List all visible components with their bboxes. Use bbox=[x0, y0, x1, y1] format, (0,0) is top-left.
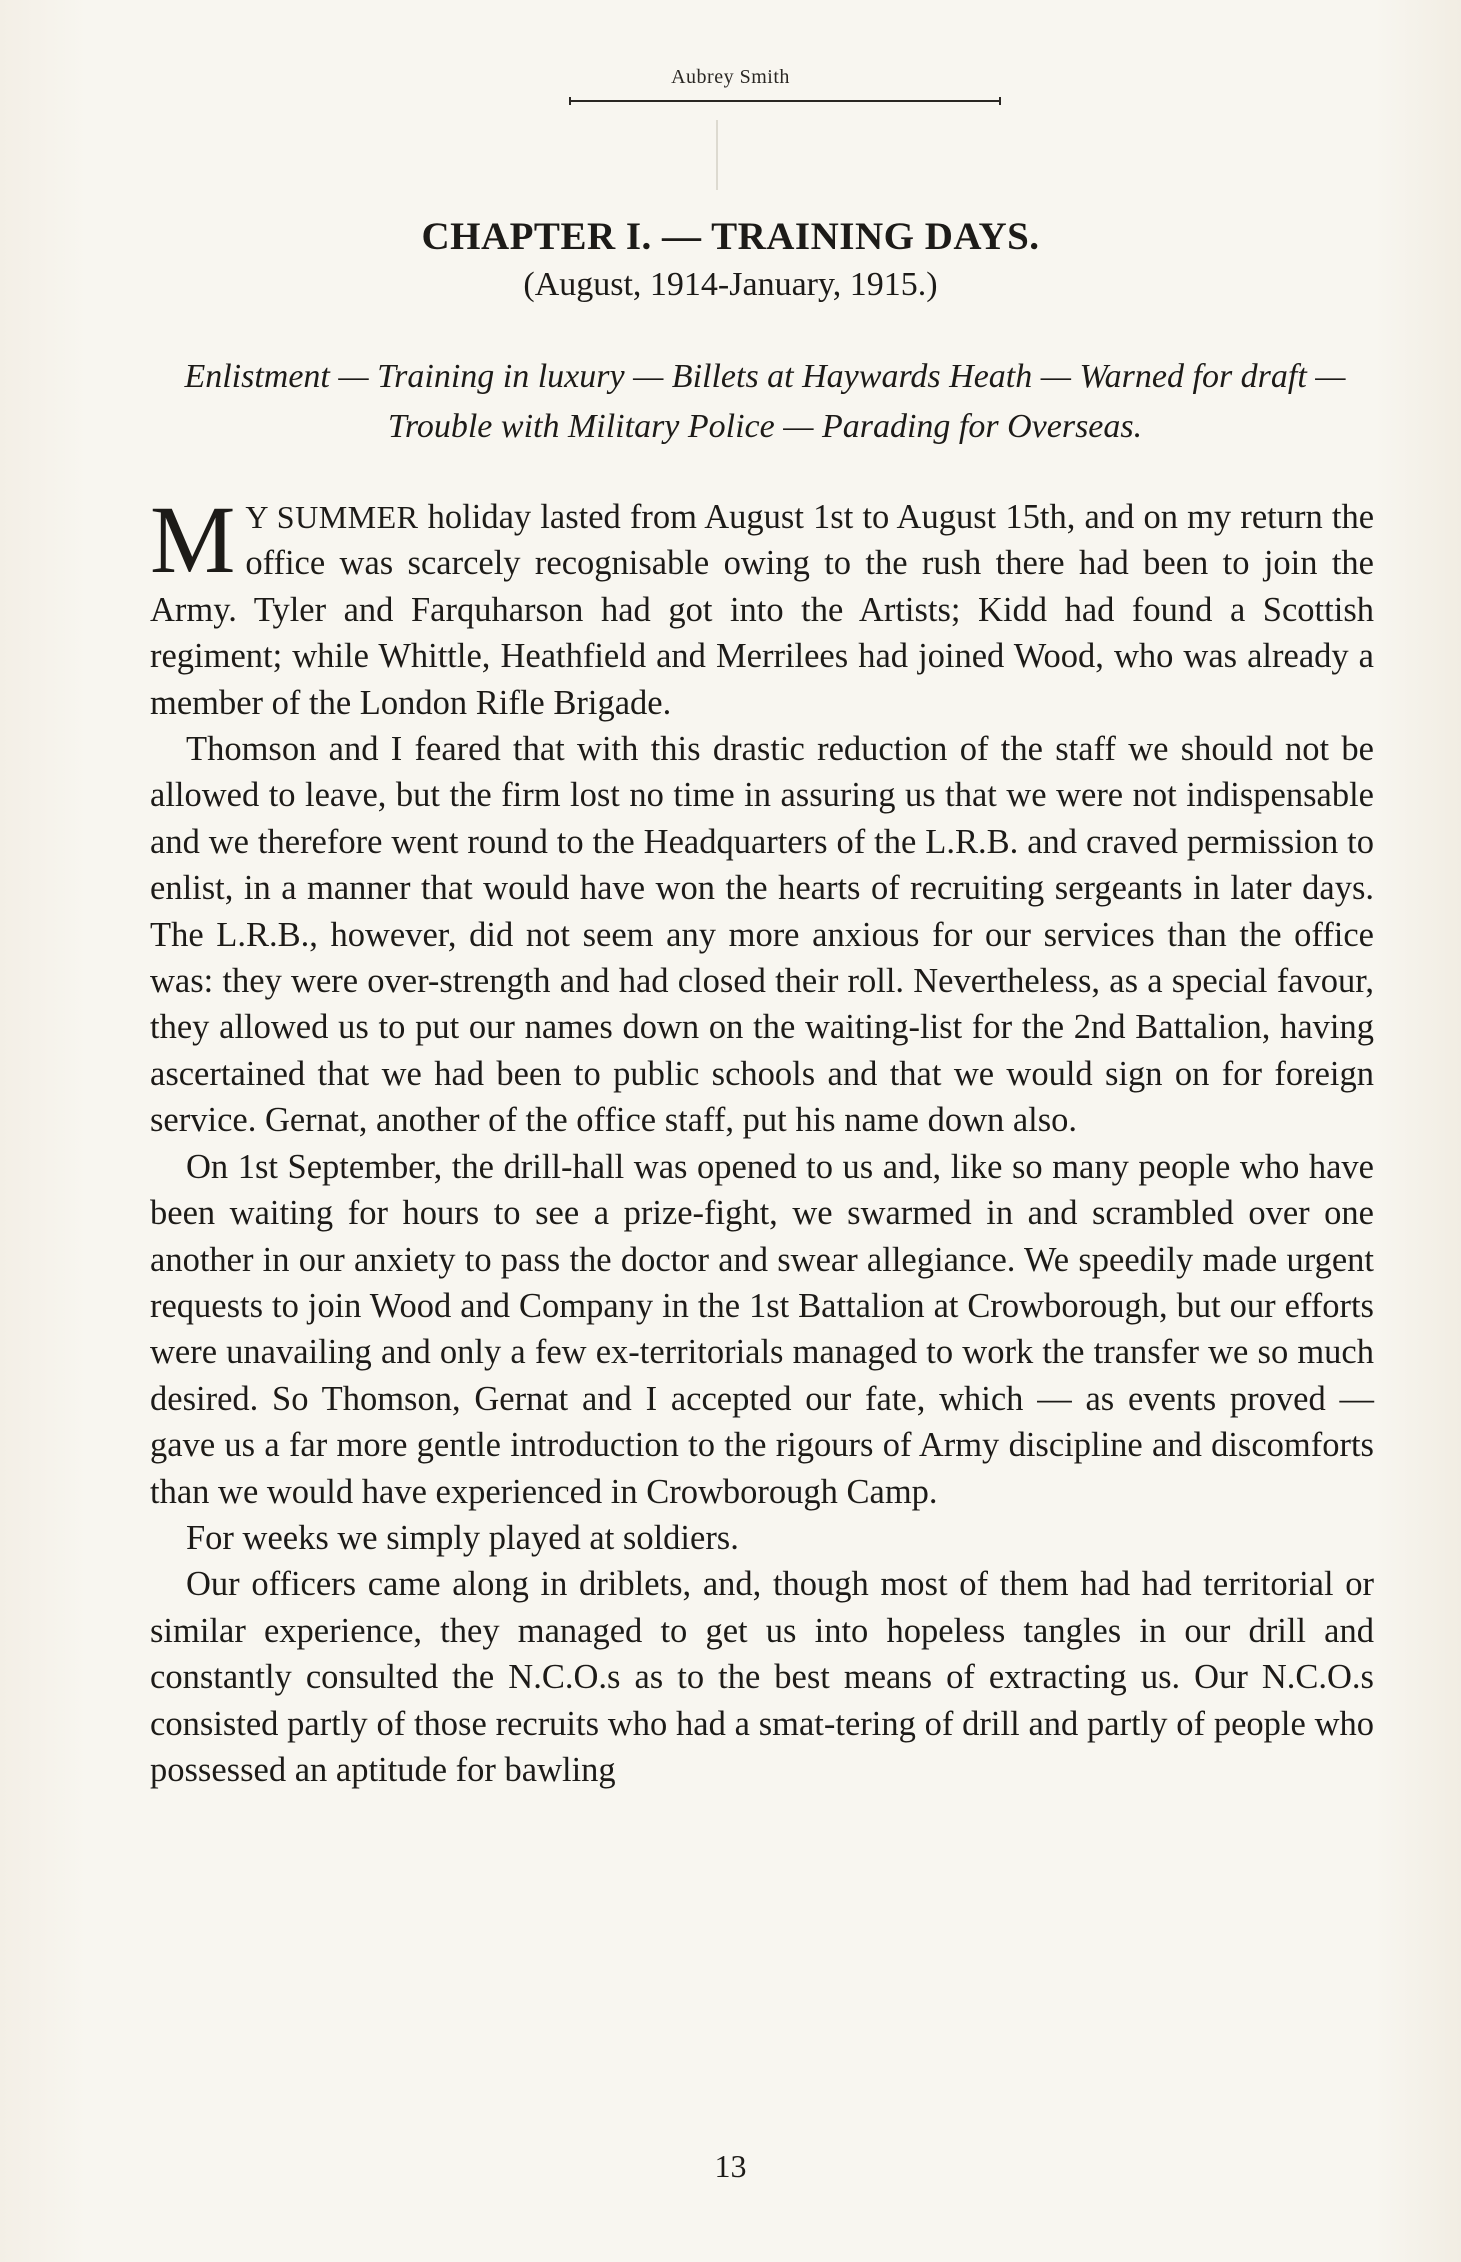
chapter-title: CHAPTER I. — TRAINING DAYS. bbox=[421, 215, 1040, 258]
opening-small-caps: Y SUMMER bbox=[245, 499, 419, 535]
body-text bbox=[150, 486, 1375, 1793]
paragraph-1 bbox=[150, 486, 1375, 726]
paragraph-5: Our officers came along in driblets, and, though most of them had had territorial or similar experience, they managed to get us into hopeless tangles in our drill and constantly consulted the N.C.O.s as to the best means of extracting us. Our N.C.O.s consisted partly of those recruits who had a smat-tering of drill and partly of people who possessed an aptitude for bawling bbox=[150, 1565, 1374, 1789]
paragraph-2: Thomson and I feared that with this drastic reduction of the staff we should not be allowed to leave, but the firm lost no time in assuring us that we were not indispensable and we therefore went round to the Headquarters of the L.R.B. and craved permission to enlist, in a manner that would have won the hearts of recruiting sergeants in later days. The L.R.B., however, did not seem any more anxious for our services than the office was: they were over-strength and had closed their roll. Nevertheless, as a special favour, they allowed us to put our names down on the waiting-list for the 2nd Battalion, having ascertained that we had been to public schools and that we would sign on for foreign service. Gernat, another of the office staff, put his name down also. bbox=[150, 730, 1374, 1140]
paragraph-4: For weeks we simply played at soldiers. bbox=[186, 1518, 739, 1557]
running-head: Aubrey Smith bbox=[671, 66, 790, 88]
chapter-synopsis: Enlistment — Training in luxury — Billets at Haywards Heath — Warned for draft — Trouble with Military Police — Parading for Overseas. bbox=[184, 358, 1346, 445]
running-head-rule bbox=[569, 100, 1001, 102]
gutter-shadow bbox=[716, 120, 718, 190]
drop-cap: M bbox=[150, 486, 236, 593]
page-number: 13 bbox=[714, 2148, 747, 2184]
paragraph-3: On 1st September, the drill-hall was opened to us and, like so many people who have been waiting for hours to see a prize-fight, we swarmed in and scrambled over one another in our anxiety to pass the doctor and swear allegiance. We speedily made urgent requests to join Wood and Company in the 1st Battalion at Crowborough, but our efforts were unavailing and only a few ex-territorials managed to work the transfer we so much desired. So Thomson, Gernat and I accepted our fate, which — as events proved — gave us a far more gentle introduction to the rigours of Army discipline and discomforts than we would have experienced in Crowborough Camp. bbox=[150, 1147, 1374, 1511]
paragraph-1-text: holiday lasted from August 1st to August 15th, and on my return the office was scarcely recognisable owing to the rush there had been to join the Army. Tyler and Farquharson had got into the Artists; Kidd had found a Scottish regiment; while Whittle, Heathfield and Merrilees had joined Wood, who was already a member of the London Rifle Brigade. bbox=[150, 498, 1375, 722]
chapter-dates: (August, 1914-January, 1915.) bbox=[523, 266, 938, 303]
